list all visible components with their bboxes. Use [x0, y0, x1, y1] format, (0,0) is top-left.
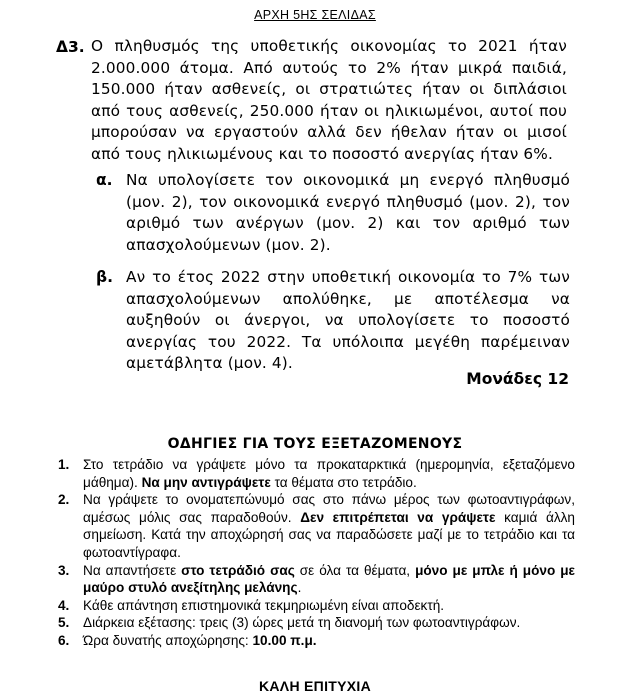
instruction-text: Στο τετράδιο να γράψετε μόνο τα προκαταρκτικά (ημερομηνία, εξεταζόμενο μάθημα).	[83, 457, 575, 490]
part-a-text: Να υπολογίσετε τον οικονομικά μη ενεργό πληθυσμό (μον. 2), τον οικονομικά ενεργό πληθυσμό (μον. 2), τον αριθμό των ανέργων (μον. 2) και τον αριθμό των απασχολούμενων (μον. 2).	[126, 171, 570, 254]
instruction-text: .	[297, 580, 302, 596]
page-start-header: ΑΡΧΗ 5ΗΣ ΣΕΛΙΔΑΣ	[254, 8, 376, 22]
instructions-list	[50, 456, 575, 650]
instruction-text: Να απαντήσετε	[83, 562, 182, 578]
instruction-emphasis: 10.00 π.μ.	[252, 632, 317, 648]
instruction-emphasis: Να μην αντιγράψετε	[141, 474, 271, 490]
instruction-number: 1.	[58, 457, 70, 472]
part-a-label: α.	[96, 171, 113, 189]
instruction-text: σε όλα τα θέματα,	[294, 562, 416, 578]
instructions-title: ΟΔΗΓΙΕΣ ΓΙΑ ΤΟΥΣ ΕΞΕΤΑΖΟΜΕΝΟΥΣ	[167, 436, 463, 452]
instruction-number: 4.	[58, 597, 70, 613]
good-luck-footer: ΚΑΛΗ ΕΠΙΤΥΧΙΑ	[258, 678, 372, 694]
instruction-item-4	[50, 597, 575, 615]
instruction-number: 5.	[58, 615, 70, 631]
instruction-item-6	[50, 632, 575, 650]
instruction-emphasis: μόνο με μπλε ή μόνο με μαύρο στυλό ανεξίτηλης μελάνης	[83, 562, 575, 596]
instruction-text: Διάρκεια εξέτασης: τρεις (3) ώρες μετά τη διανομή των φωτοαντιγράφων.	[83, 615, 521, 631]
instruction-number: 6.	[58, 632, 70, 648]
instruction-item-3	[50, 562, 575, 597]
instruction-item-1	[50, 456, 575, 491]
question-number: Δ3.	[56, 38, 85, 56]
instruction-item-5	[50, 614, 575, 632]
instruction-emphasis: Δεν επιτρέπεται να γράψετε	[300, 509, 496, 525]
marks-total: Μονάδες 12	[466, 370, 569, 388]
question-text: Ο πληθυσμός της υποθετικής οικονομίας το 2021 ήταν 2.000.000 άτομα. Από αυτούς το 2% ήταν μικρά παιδιά, 150.000 ήταν ασθενείς, οι στρατιώτες ήταν οι διπλάσιοι από τους ασθενείς, 250.000 ήταν οι ηλικιωμένοι, αυτοί που μπορούσαν να εργαστούν αλλά δεν ήθελαν ήταν οι μισοί από τους ηλικιωμένους και το ποσοστό ανεργίας ήταν 6%.	[91, 37, 567, 163]
instruction-text: τα θέματα στο τετράδιο.	[270, 474, 417, 490]
instruction-number: 2.	[58, 492, 70, 508]
part-b-label: β.	[96, 268, 113, 286]
instruction-text: Ώρα δυνατής αποχώρησης:	[83, 632, 253, 648]
instruction-emphasis: στο τετράδιό σας	[181, 562, 295, 578]
part-b-text: Αν το έτος 2022 στην υποθετική οικονομία το 7% των απασχολούμενων απολύθηκε, με αποτέλεσμα να αυξηθούν οι άνεργοι, να υπολογίσετε το ποσοστό ανεργίας του 2022. Τα υπόλοιπα μεγέθη παρέμειναν αμετάβλητα (μον. 4).	[126, 268, 570, 373]
instruction-item-2	[50, 491, 575, 561]
instruction-text: Κάθε απάντηση επιστημονικά τεκμηριωμένη είναι αποδεκτή.	[83, 597, 445, 613]
instruction-text: Να γράψετε το ονοματεπώνυμό σας στο πάνω μέρος των φωτοαντιγράφων, αμέσως μόλις σας παραδοθούν.	[83, 492, 575, 525]
instruction-text: καμιά άλλη σημείωση. Κατά την αποχώρησή σας να παραδώσετε μαζί με το τετράδιο και τα φωτοαντίγραφα.	[83, 509, 575, 560]
instruction-number: 3.	[58, 562, 70, 578]
